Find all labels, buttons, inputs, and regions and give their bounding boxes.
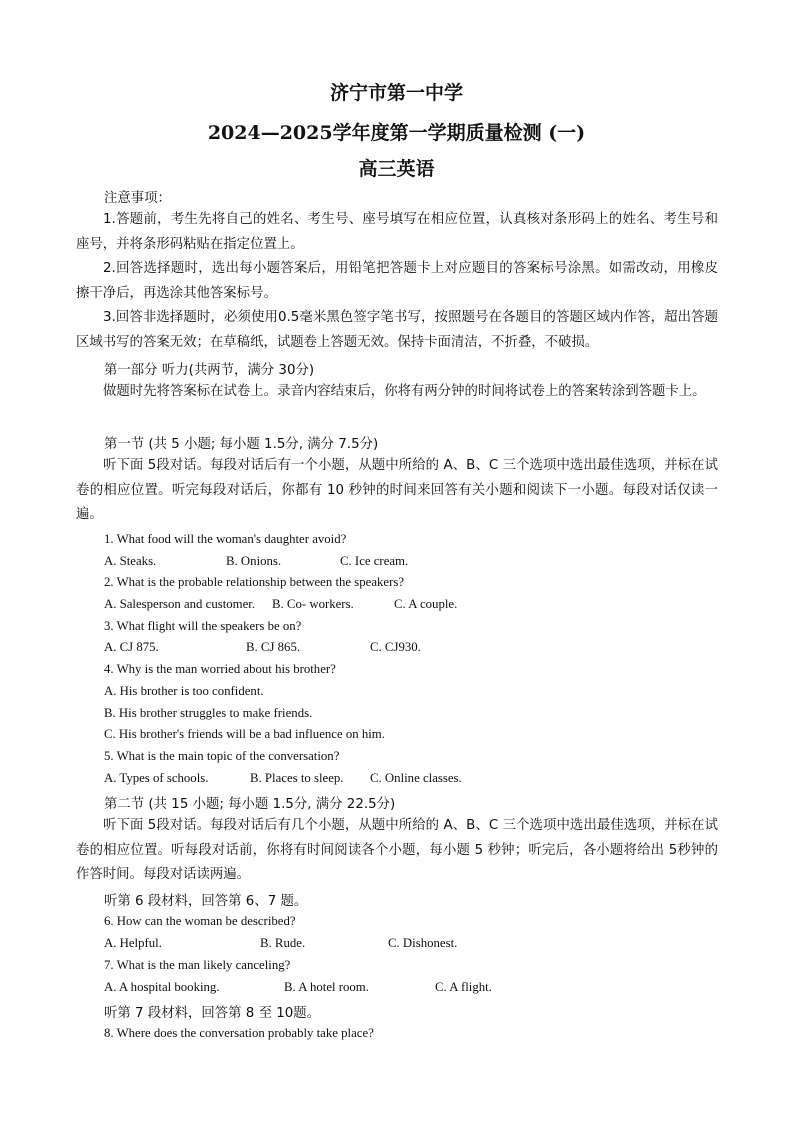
- q2-option-c: C. A couple.: [394, 597, 458, 611]
- material-6-heading: 听第 6 段材料，回答第 6、7 题。: [104, 894, 308, 909]
- q7-option-a: A. A hospital booking.: [104, 980, 220, 994]
- q5-option-a: A. Types of schools.: [104, 771, 209, 785]
- exam-title: 2024—2025学年度第一学期质量检测 (一): [207, 122, 586, 144]
- q4-option-a: A. His brother is too confident.: [104, 684, 264, 698]
- q4-option-c: C. His brother's friends will be a bad influence on him.: [104, 727, 385, 741]
- notice-item-3: 3.回答非选择题时，必须使用0.5毫米黑色签字笔书写，按照题号在各题目的答题区域内作答，超出答题区域书写的答案无效；在草稿纸，试题卷上答题无效。保持卡面清洁，不折叠，不破损。: [76, 310, 718, 350]
- question-1: 1. What food will the woman's daughter avoid?: [104, 532, 347, 546]
- section1-heading: 第一节 (共 5 小题; 每小题 1.5分, 满分 7.5分): [104, 437, 379, 452]
- q4-option-b: B. His brother struggles to make friends.: [104, 706, 313, 720]
- q1-option-b: B. Onions.: [226, 554, 282, 568]
- notice-item-1: 1.答题前，考生先将自己的姓名、考生号、座号填写在相应位置，认真核对条形码上的姓名、考生号和座号，并将条形码粘贴在指定位置上。: [76, 212, 718, 252]
- q6-option-b: B. Rude.: [260, 936, 306, 950]
- q7-option-c: C. A flight.: [435, 980, 492, 994]
- notice-heading: 注意事项：: [104, 191, 171, 206]
- question-6: 6. How can the woman be described?: [104, 914, 296, 928]
- material-7-heading: 听第 7 段材料，回答第 8 至 10题。: [104, 1006, 321, 1021]
- q1-option-a: A. Steaks.: [104, 554, 157, 568]
- q5-option-c: C. Online classes.: [370, 771, 462, 785]
- q5-option-b: B. Places to sleep.: [250, 771, 344, 785]
- question-8: 8. Where does the conversation probably take place?: [104, 1026, 374, 1040]
- section2-heading: 第二节 (共 15 小题; 每小题 1.5分, 满分 22.5分): [104, 797, 396, 812]
- q7-option-b: B. A hotel room.: [284, 980, 369, 994]
- school-name: 济宁市第一中学: [329, 82, 463, 104]
- q6-option-c: C. Dishonest.: [388, 936, 458, 950]
- question-5: 5. What is the main topic of the conversation?: [104, 749, 340, 763]
- section1-instruction: 听下面 5段对话。每段对话后有一个小题，从题中所给的 A、B、C 三个选项中选出最佳选项，并标在试卷的相应位置。听完每段对话后，你都有 10 秒钟的时间来回答有关小题和阅读下一小题。每段对话仅读一遍。: [76, 458, 718, 522]
- q3-option-c: C. CJ930.: [370, 640, 421, 654]
- subject-title: 高三英语: [358, 158, 435, 180]
- question-7: 7. What is the man likely canceling?: [104, 958, 291, 972]
- q1-option-c: C. Ice cream.: [340, 554, 409, 568]
- q2-option-a: A. Salesperson and customer.: [104, 597, 256, 611]
- q3-option-a: A. CJ 875.: [104, 640, 159, 654]
- q3-option-b: B. CJ 865.: [246, 640, 301, 654]
- question-3: 3. What flight will the speakers be on?: [104, 619, 302, 633]
- question-4: 4. Why is the man worried about his brother?: [104, 662, 336, 676]
- part1-instruction: 做题时先将答案标在试卷上。录音内容结束后，你将有两分钟的时间将试卷上的答案转涂到答题卡上。: [103, 384, 706, 399]
- question-2: 2. What is the probable relationship between the speakers?: [104, 575, 405, 589]
- q2-option-b: B. Co- workers.: [272, 597, 354, 611]
- part1-heading: 第一部分 听力(共两节，满分 30分): [104, 363, 315, 378]
- q6-option-a: A. Helpful.: [104, 936, 162, 950]
- section2-instruction: 听下面 5段对话。每段对话后有几个小题，从题中所给的 A、B、C 三个选项中选出最佳选项，并标在试卷的相应位置。听每段对话前，你将有时间阅读各个小题，每小题 5 秒钟；听完后，各小题将给出 5秒钟的作答时间。每段对话读两遍。: [76, 818, 718, 882]
- notice-item-2: 2.回答选择题时，选出每小题答案后，用铅笔把答题卡上对应题目的答案标号涂黑。如需改动，用橡皮擦干净后，再选涂其他答案标号。: [76, 261, 718, 301]
